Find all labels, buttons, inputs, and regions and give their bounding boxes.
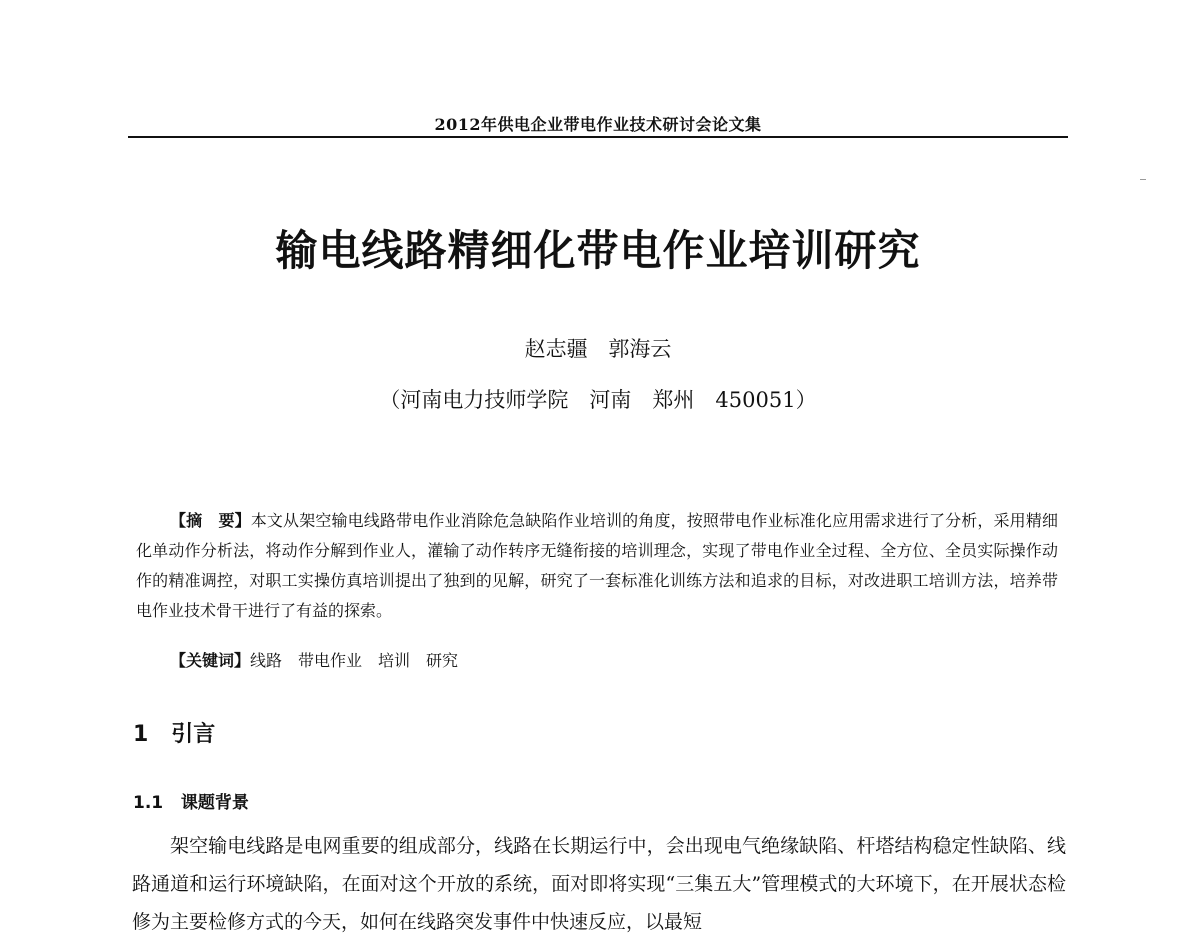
body-paragraph: 架空输电线路是电网重要的组成部分，线路在长期运行中，会出现电气绝缘缺陷、杆塔结构稳定性缺陷、线路通道和运行环境缺陷，在面对这个开放的系统，面对即将实现“三集五大”管理模式的大环境下，在开展状态检修为主要检修方式的今天，如何在线路突发事件中快速反应，以最短 [132,835,1066,933]
scan-mark [1140,179,1146,180]
keywords-text: 线路 带电作业 培训 研究 [250,651,459,670]
affiliation: （河南电力技师学院 河南 郑州 450051） [379,388,817,412]
subsection-number: 1.1 [133,793,164,813]
abstract [136,506,1058,626]
header-rule [128,136,1068,138]
keywords [170,648,458,671]
keywords-label: 【关键词】 [170,651,251,670]
abstract-label: 【摘 要】 [170,511,251,530]
section-number: 1 [133,722,149,747]
authors: 赵志疆 郭海云 [524,337,672,361]
section-heading [133,717,215,748]
running-header: 2012年供电企业带电作业技术研讨会论文集 [434,115,762,134]
paper-title: 输电线路精细化带电作业培训研究 [275,226,921,275]
abstract-text: 本文从架空输电线路带电作业消除危急缺陷作业培训的角度，按照带电作业标准化应用需求进行了分析，采用精细化单动作分析法，将动作分解到作业人，灌输了动作转序无缝衔接的培训理念，实现了带电作业全过程、全方位、全员实际操作动作的精准调控，对职工实操仿真培训提出了独到的见解，研究了一套标准化训练方法和追求的目标，对改进职工培训方法，培养带电作业技术骨干进行了有益的探索。 [136,511,1058,620]
section-title: 引言 [171,722,216,747]
subsection-heading [133,788,249,813]
subsection-title: 课题背景 [180,793,249,813]
